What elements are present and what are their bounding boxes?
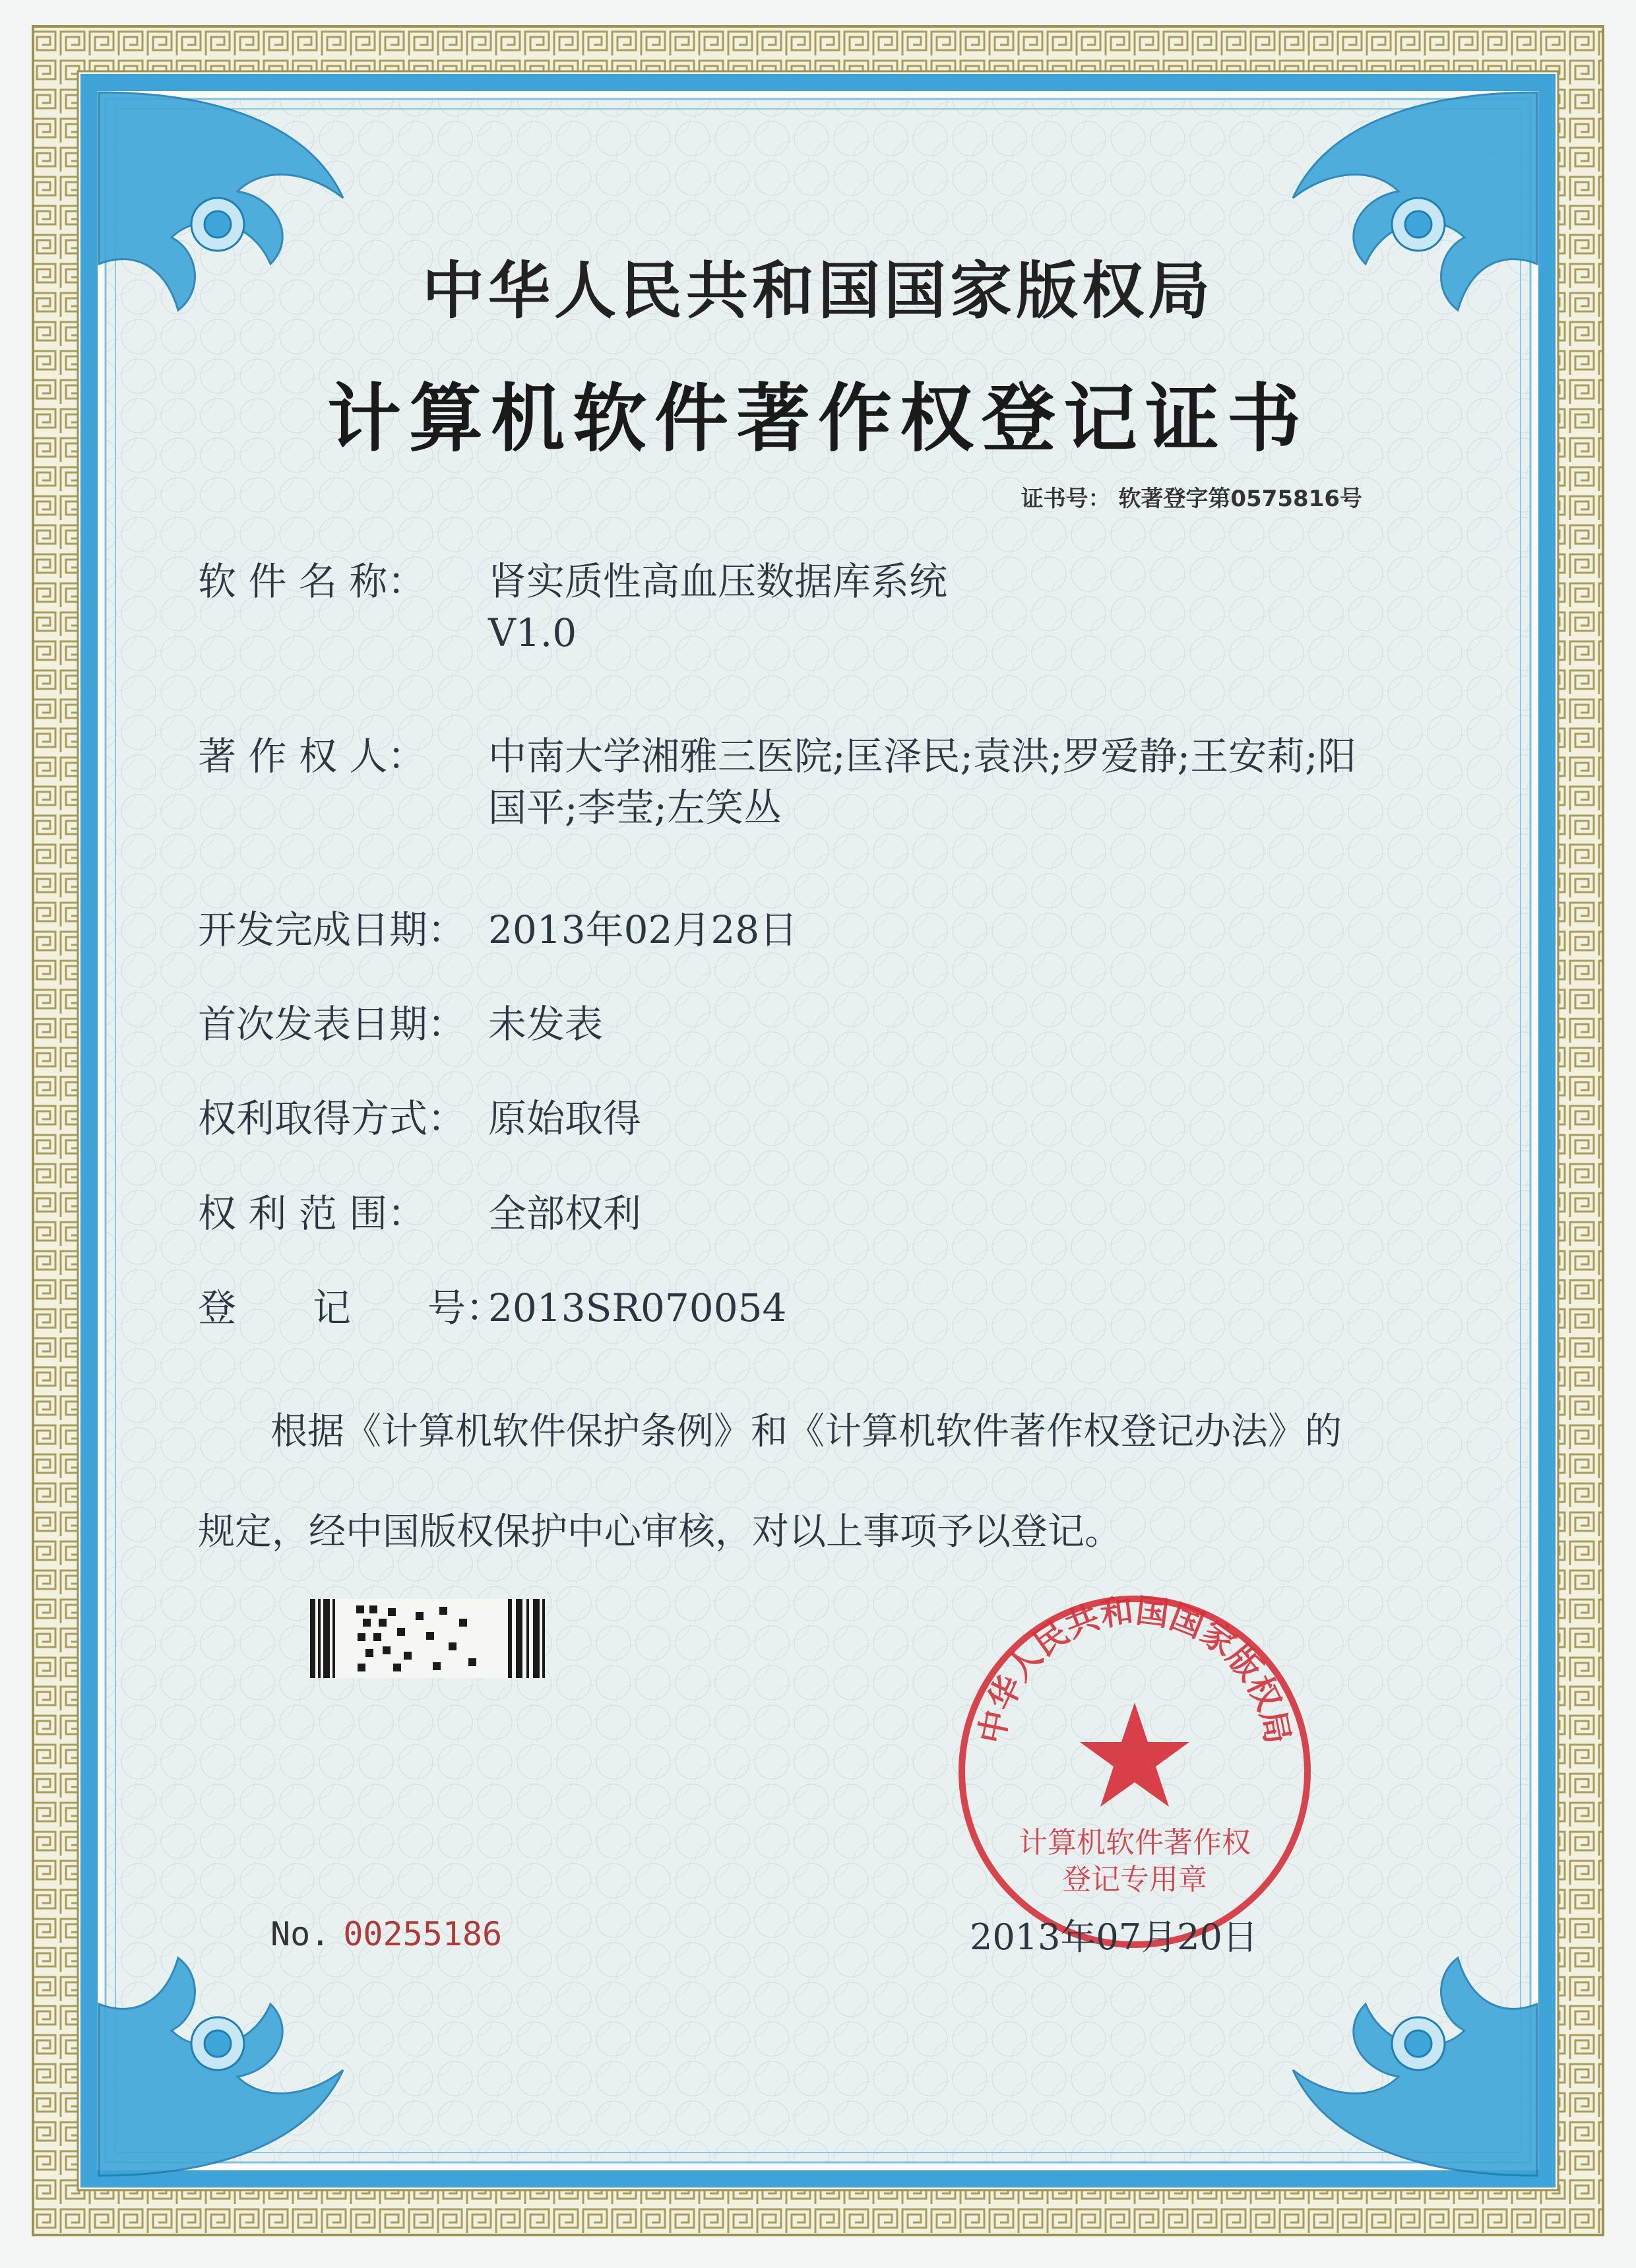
field-value: 全部权利 [488,1191,642,1236]
issue-date: 2013年07月20日 [970,1916,1258,1958]
serial-value: 00255186 [343,1915,503,1953]
field-value-line2: 国平;李莹;左笑丛 [488,785,782,830]
seal-ring-text: 中华人民共和国国家版权局 [972,1591,1298,1747]
issuer-heading: 中华人民共和国国家版权局 [422,255,1214,327]
field-label: 登 记 号： [198,1285,505,1330]
field-value: 未发表 [488,1002,604,1047]
field-label: 权 利 范 围： [198,1191,426,1236]
field-label: 开发完成日期： [198,907,466,952]
star-icon [1080,1702,1189,1807]
field-label: 首次发表日期： [198,1002,466,1047]
certificate-number: 证书号： 软著登字第0575816号 [1021,486,1362,512]
field-label: 著 作 权 人： [198,734,426,779]
official-seal [950,1587,1319,1957]
seal-inner-line2: 登记专用章 [1062,1863,1207,1896]
field-value-line2: V1.0 [488,610,577,655]
field-value: 2013年02月28日 [488,907,798,952]
seal-inner-line1: 计算机软件著作权 [1019,1826,1251,1860]
certificate-title: 计算机软件著作权登记证书 [327,375,1309,462]
serial-prefix: No. [270,1915,330,1953]
serial-number [270,1915,502,1953]
field-value: 肾实质性高血压数据库系统 [488,559,948,604]
barcode-image [310,1599,545,1678]
statement-line2: 规定，经中国版权保护中心审核，对以上事项予以登记。 [198,1510,1121,1553]
field-value: 中南大学湘雅三医院;匡泽民;袁洪;罗爱静;王安莉;阳 [488,734,1356,779]
statement-line1: 根据《计算机软件保护条例》和《计算机软件著作权登记办法》的 [270,1410,1342,1453]
field-label: 软 件 名 称： [198,559,426,604]
field-value: 2013SR070054 [488,1285,787,1330]
field-label: 权利取得方式： [198,1096,466,1141]
field-value: 原始取得 [488,1096,642,1141]
